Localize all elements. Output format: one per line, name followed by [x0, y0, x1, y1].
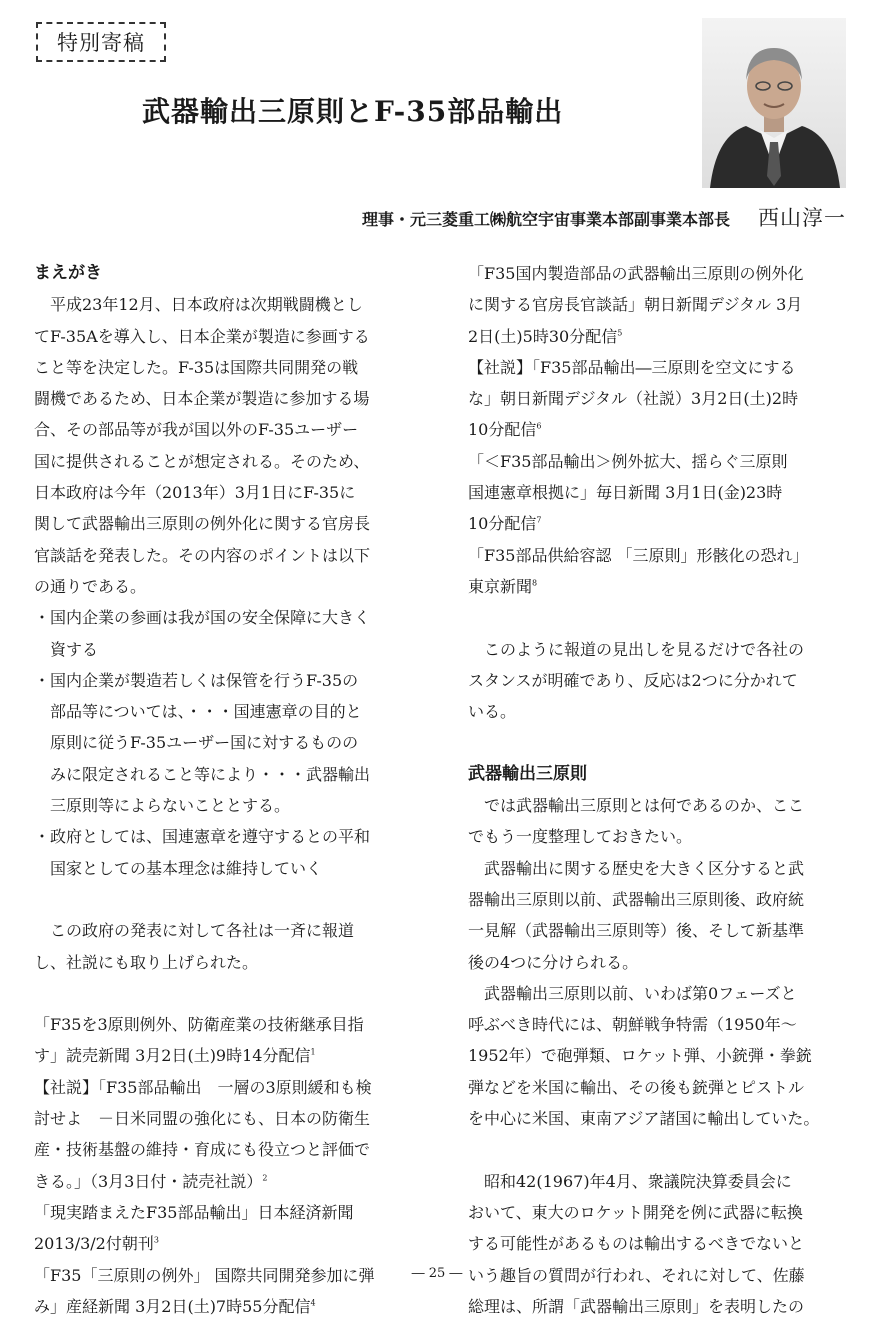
reference-3: [34, 1197, 412, 1260]
footnote-marker: 1: [310, 1048, 315, 1057]
section-heading-intro: まえがき: [34, 258, 412, 289]
text-line: いる。: [468, 696, 846, 727]
bullet-point-2: [34, 665, 412, 821]
text-line: 「＜F35部品輸出＞例外拡大、揺らぐ三原則: [468, 446, 846, 477]
text-line: 「F35を3原則例外、防衛産業の技術継承目指: [34, 1009, 412, 1040]
text-line: 【社説】「F35部品輸出 一層の3原則緩和も検: [34, 1072, 412, 1103]
text-line: 呼ぶべき時代には、朝鮮戦争特需（1950年～: [468, 1009, 846, 1040]
author-affiliation: 理事・元三菱重工㈱航空宇宙事業本部副事業本部長: [362, 207, 730, 230]
text-line: 平成23年12月、日本政府は次期戦闘機とし: [34, 289, 412, 320]
footnote-marker: 8: [532, 579, 537, 588]
text-line: 後の4つに分けられる。: [468, 947, 846, 978]
text-line: 日本政府は今年（2013年）3月1日にF-35に: [34, 477, 412, 508]
footnote-marker: 2: [262, 1173, 267, 1182]
text-line: を中心に米国、東南アジア諸国に輸出していた。: [468, 1103, 846, 1134]
bullet-point-3: [34, 821, 412, 884]
headline-summary-paragraph: [468, 634, 846, 728]
text-line: 武器輸出に関する歴史を大きく区分すると武: [468, 853, 846, 884]
text-line: てF-35Aを導入し、日本企業が製造に参画する: [34, 321, 412, 352]
history-paragraph: [468, 853, 846, 978]
text-line: 国連憲章根拠に」毎日新聞 3月1日(金)23時: [468, 477, 846, 508]
text-line: 討せよ －日米同盟の強化にも、日本の防衛生: [34, 1103, 412, 1134]
text-line: 10分配信$^6$: [468, 414, 846, 445]
text-line: 「現実踏まえたF35部品輸出」日本経済新聞: [34, 1197, 412, 1228]
reference-8: [468, 540, 846, 603]
text-line: 国家としての基本理念は維持していく: [34, 853, 412, 884]
text-line: おいて、東大のロケット開発を例に武器に転換: [468, 1197, 846, 1228]
text-line: 2013/3/2付朝刊$^3$: [34, 1228, 412, 1259]
author-photo: [702, 18, 846, 188]
reference-6: [468, 352, 846, 446]
text-line: 部品等については、・・・国連憲章の目的と: [34, 696, 412, 727]
text-line: 「F35部品供給容認 「三原則」形骸化の恐れ」: [468, 540, 846, 571]
text-line: 闘機であるため、日本企業が製造に参加する場: [34, 383, 412, 414]
article-title: 武器輸出三原則とF-35部品輸出: [142, 90, 563, 130]
reference-2: [34, 1072, 412, 1197]
text-line: 官談話を発表した。その内容のポイントは以下: [34, 540, 412, 571]
text-line: し、社説にも取り上げられた。: [34, 947, 412, 978]
text-line: 東京新聞$^8$: [468, 571, 846, 602]
text-line: 関して武器輸出三原則の例外化に関する官房長: [34, 508, 412, 539]
text-line: 「F35「三原則の例外」 国際共同開発参加に弾: [34, 1260, 412, 1291]
footnote-marker: 6: [536, 422, 541, 431]
text-line: スタンスが明確であり、反応は2つに分かれて: [468, 665, 846, 696]
text-line: 資する: [34, 634, 412, 665]
footnote-marker: 7: [536, 516, 541, 525]
text-line: いう趣旨の質問が行われ、それに対して、佐藤: [468, 1260, 846, 1291]
phase-zero-paragraph: [468, 978, 846, 1134]
reference-5: [468, 258, 846, 352]
text-line: の通りである。: [34, 571, 412, 602]
text-line: す」読売新聞 3月2日(土)9時14分配信$^1$: [34, 1040, 412, 1071]
footnote-marker: 4: [310, 1298, 315, 1307]
text-line: 1952年）で砲弾類、ロケット弾、小銃弾・拳銃: [468, 1040, 846, 1071]
text-line: 一見解（武器輸出三原則等）後、そして新基準: [468, 915, 846, 946]
right-column: [468, 258, 846, 1322]
showa-paragraph: [468, 1166, 846, 1322]
text-line: に関する官房長官談話」朝日新聞デジタル 3月: [468, 289, 846, 320]
text-line: 合、その部品等が我が国以外のF-35ユーザー: [34, 414, 412, 445]
principles-intro-paragraph: [468, 790, 846, 853]
intro-paragraph: [34, 289, 412, 602]
text-line: では武器輸出三原則とは何であるのか、ここ: [468, 790, 846, 821]
text-line: な」朝日新聞デジタル（社説）3月2日(土)2時: [468, 383, 846, 414]
text-line: でもう一度整理しておきたい。: [468, 821, 846, 852]
text-line: み」産経新聞 3月2日(土)7時55分配信$^4$: [34, 1291, 412, 1322]
tag-label: 特別寄稿: [57, 27, 145, 57]
text-line: この政府の発表に対して各社は一斉に報道: [34, 915, 412, 946]
author-name: 西山淳一: [758, 202, 846, 232]
special-contribution-tag: [36, 22, 166, 62]
text-line: こと等を決定した。F-35は国際共同開発の戦: [34, 352, 412, 383]
text-line: 器輸出三原則以前、武器輸出三原則後、政府統: [468, 884, 846, 915]
left-column: [34, 258, 412, 1322]
page-number: ― 25 ―: [0, 1266, 874, 1281]
author-portrait-image: [702, 18, 846, 188]
text-line: 昭和42(1967)年4月、衆議院決算委員会に: [468, 1166, 846, 1197]
text-line: 【社説】「F35部品輸出―三原則を空文にする: [468, 352, 846, 383]
text-line: 2日(土)5時30分配信$^5$: [468, 321, 846, 352]
text-line: 原則に従うF-35ユーザー国に対するものの: [34, 727, 412, 758]
text-line: 総理は、所謂「武器輸出三原則」を表明したの: [468, 1291, 846, 1322]
text-line: 三原則等によらないこととする。: [34, 790, 412, 821]
reference-7: [468, 446, 846, 540]
text-line: ・国内企業の参画は我が国の安全保障に大きく: [34, 602, 412, 633]
text-line: このように報道の見出しを見るだけで各社の: [468, 634, 846, 665]
text-line: 「F35国内製造部品の武器輸出三原則の例外化: [468, 258, 846, 289]
response-paragraph: [34, 915, 412, 978]
text-line: ・国内企業が製造若しくは保管を行うF-35の: [34, 665, 412, 696]
section-heading-three-principles: 武器輸出三原則: [468, 759, 846, 790]
footnote-marker: 5: [617, 328, 622, 337]
bullet-point-1: [34, 602, 412, 665]
text-line: きる。」（3月3日付・読売社説）$^2$: [34, 1166, 412, 1197]
text-line: 国に提供されることが想定される。そのため、: [34, 446, 412, 477]
text-line: ・政府としては、国連憲章を遵守するとの平和: [34, 821, 412, 852]
author-byline: [362, 202, 846, 232]
text-line: 武器輸出三原則以前、いわば第0フェーズと: [468, 978, 846, 1009]
text-line: する可能性があるものは輸出するべきでないと: [468, 1228, 846, 1259]
text-line: 産・技術基盤の維持・育成にも役立つと評価で: [34, 1134, 412, 1165]
text-line: 10分配信$^7$: [468, 508, 846, 539]
footnote-marker: 3: [154, 1236, 159, 1245]
text-line: みに限定されること等により・・・武器輸出: [34, 759, 412, 790]
text-line: 弾などを米国に輸出、その後も銃弾とピストル: [468, 1072, 846, 1103]
reference-1: [34, 1009, 412, 1072]
